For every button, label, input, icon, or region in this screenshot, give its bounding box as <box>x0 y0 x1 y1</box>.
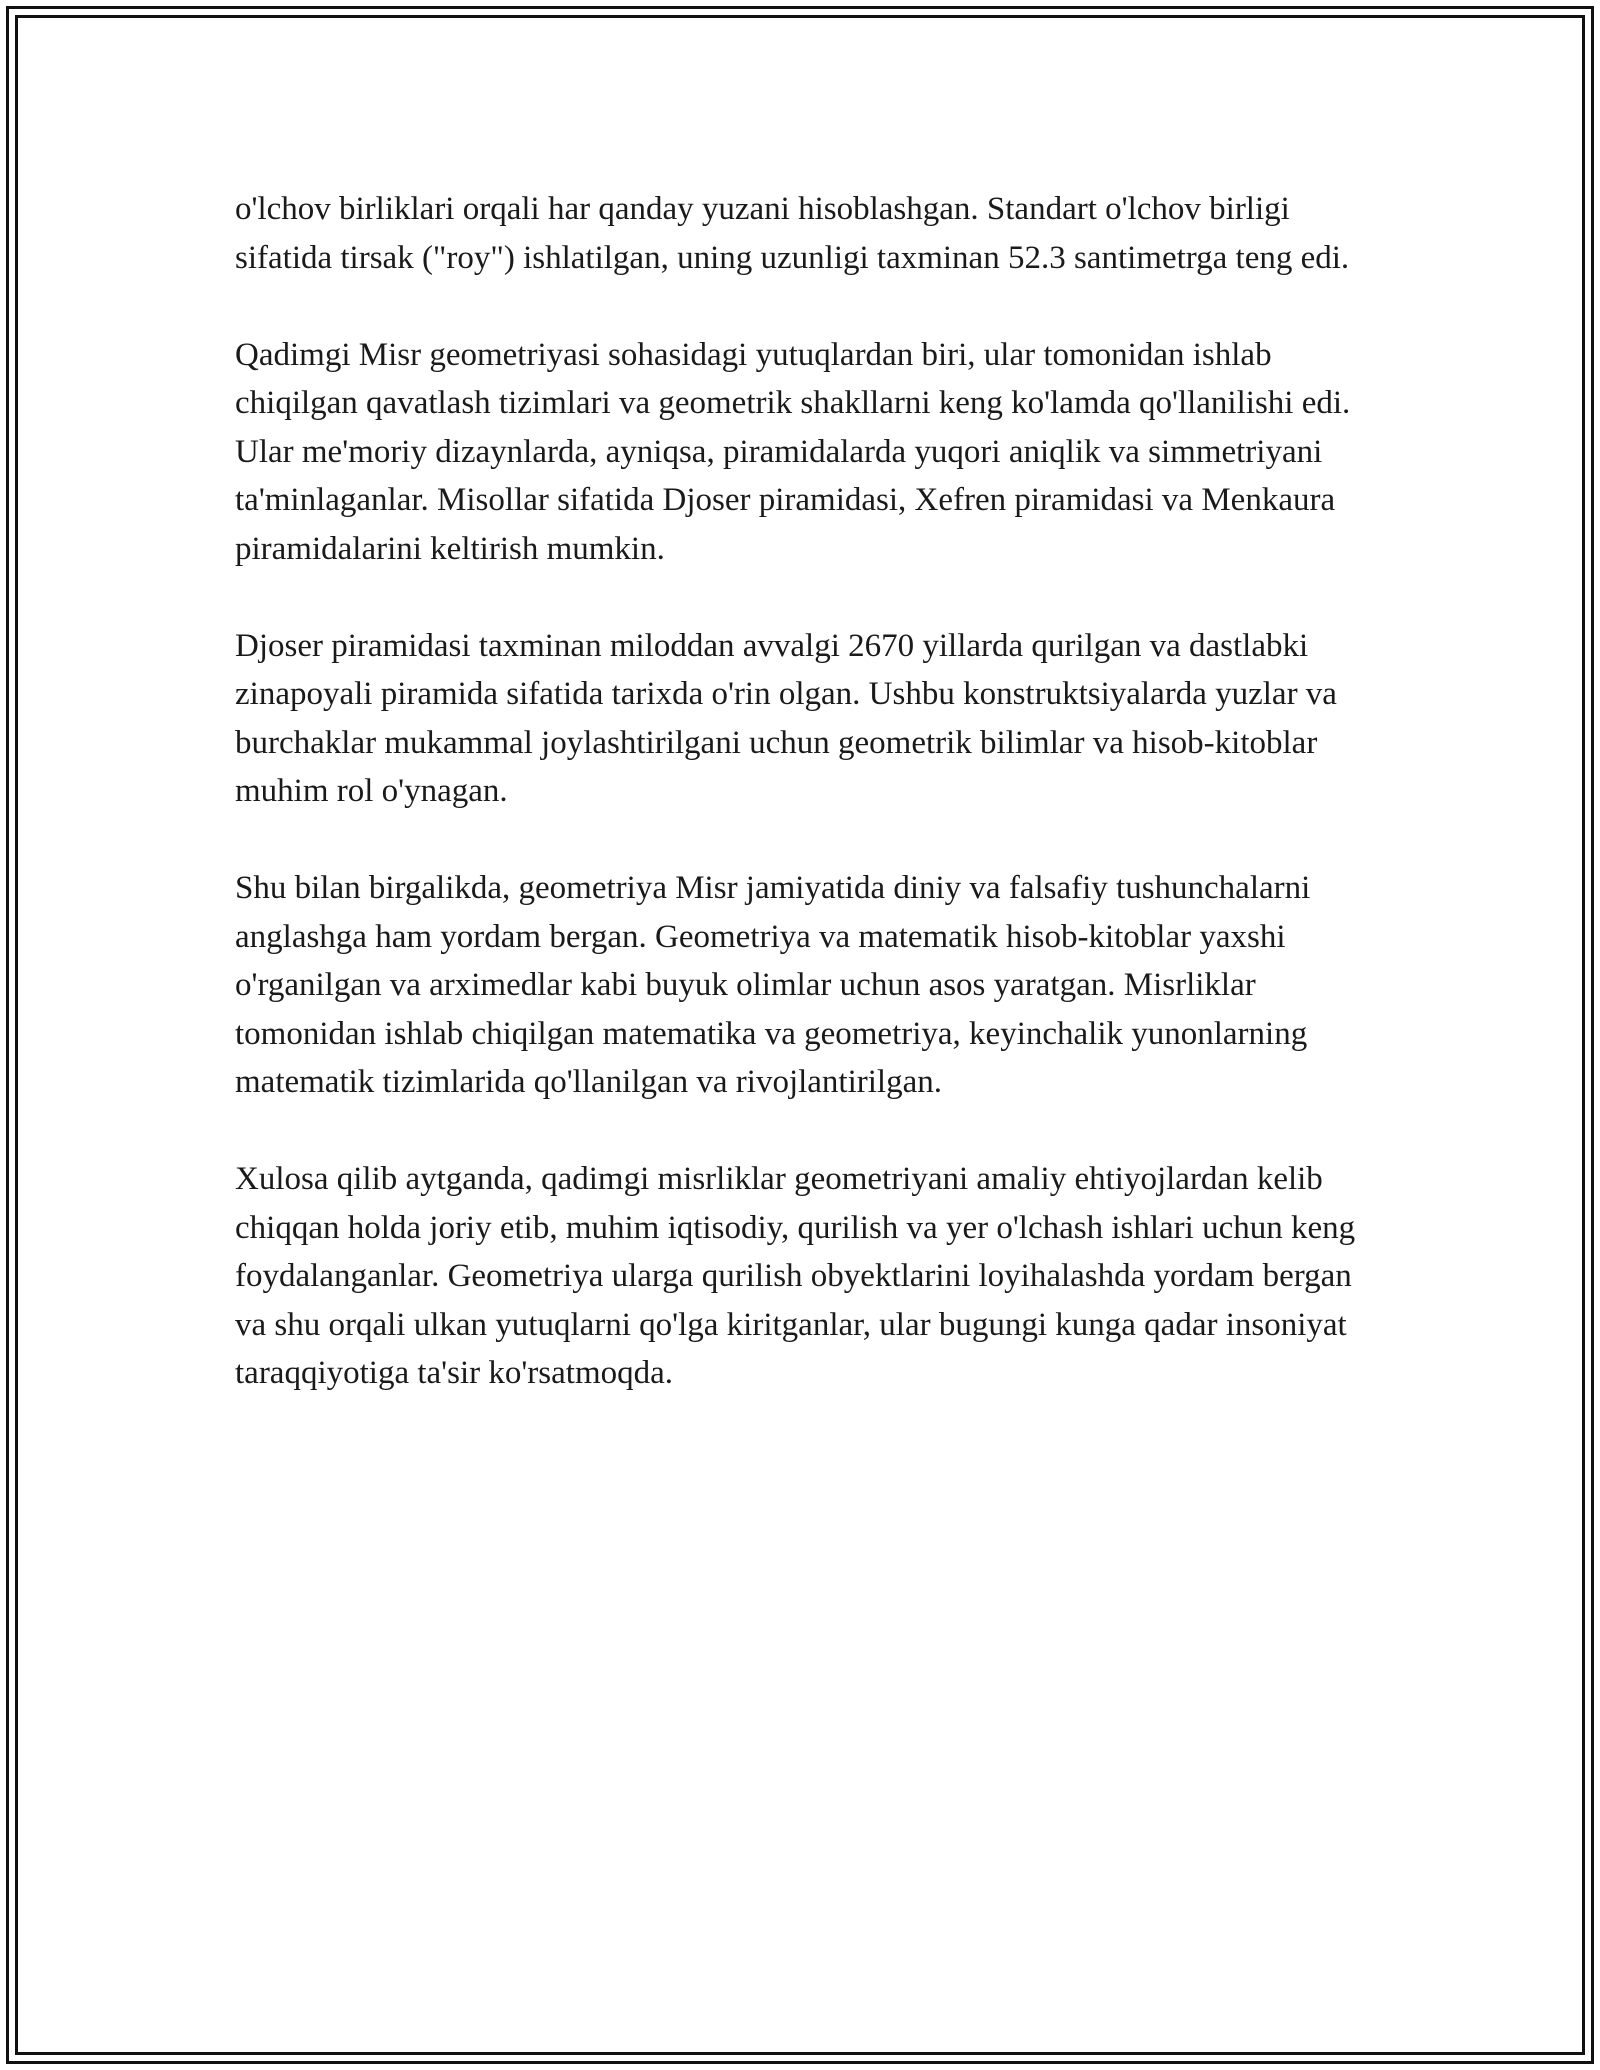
paragraph-3: Djoser piramidasi taxminan miloddan avvalgi 2670 yillarda qurilgan va dastlabki zinapoyali piramida sifatida tarixda o'rin olgan. Ushbu konstruktsiyalarda yuzlar va burchaklar mukammal joylashtirilgani uchun geometrik bilimlar va hisob-kitoblar muhim rol o'ynagan. <box>235 627 1337 809</box>
paragraph-4: Shu bilan birgalikda, geometriya Misr jamiyatida diniy va falsafiy tushunchalarni anglashga ham yordam bergan. Geometriya va matematik hisob-kitoblar yaxshi o'rganilgan va arximedlar kabi buyuk olimlar uchun asos yaratgan. Misrliklar tomonidan ishlab chiqilgan matematika va geometriya, keyinchalik yunonlarning matematik tizimlarida qo'llanilgan va rivojlantirilgan. <box>235 870 1311 1100</box>
document-body <box>235 185 1375 1398</box>
paragraph-5: Xulosa qilib aytganda, qadimgi misrliklar geometriyani amaliy ehtiyojlardan kelib chiqqan holda joriy etib, muhim iqtisodiy, qurilish va yer o'lchash ishlari uchun keng foydalanganlar. Geometriya ularga qurilish obyektlarini loyihalashda yordam bergan va shu orqali ulkan yutuqlarni qo'lga kiritganlar, ular bugungi kunga qadar insoniyat taraqqiyotiga ta'sir ko'rsatmoqda. <box>235 1161 1356 1391</box>
paragraph-2: Qadimgi Misr geometriyasi sohasidagi yutuqlardan biri, ular tomonidan ishlab chiqilgan qavatlash tizimlari va geometrik shakllarni keng ko'lamda qo'llanilishi edi. Ular me'moriy dizaynlarda, ayniqsa, piramidalarda yuqori aniqlik va simmetriyani ta'minlaganlar. Misollar sifatida Djoser piramidasi, Xefren piramidasi va Menkaura piramidalarini keltirish mumkin. <box>235 336 1351 567</box>
paragraph-1: o'lchov birliklari orqali har qanday yuzani hisoblashgan. Standart o'lchov birligi sifatida tirsak ("roy") ishlatilgan, uning uzunligi taxminan 52.3 santimetrga teng edi. <box>235 191 1350 276</box>
